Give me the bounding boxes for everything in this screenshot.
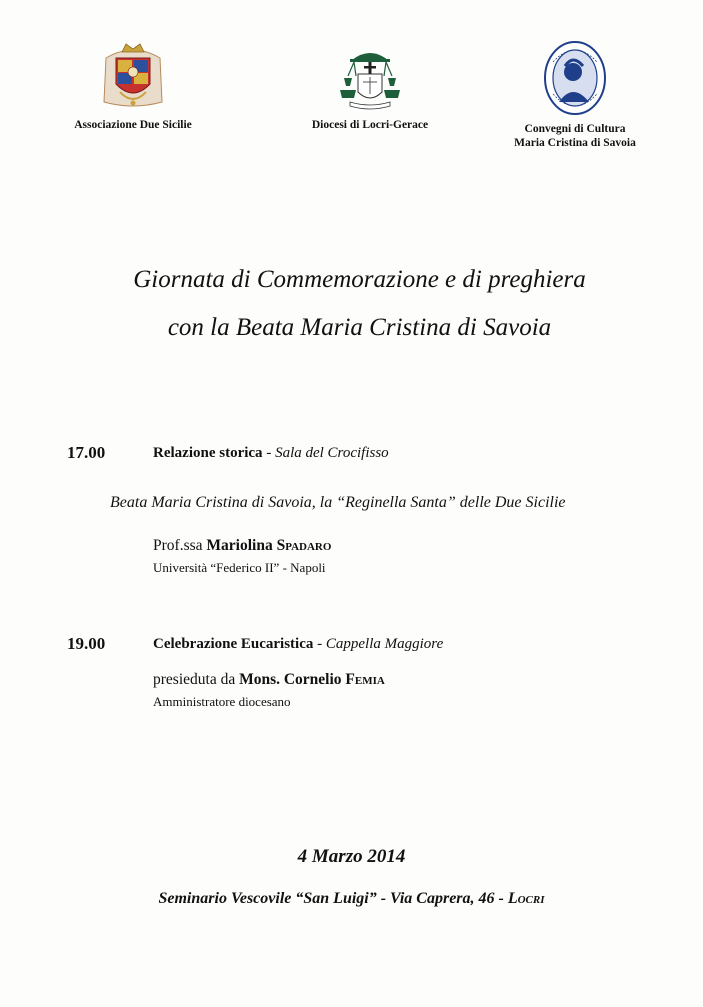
venue-city: Locri bbox=[507, 890, 545, 907]
logo-associazione-due-sicilie bbox=[58, 40, 208, 132]
main-title-line2: con la Beata Maria Cristina di Savoia bbox=[167, 314, 552, 341]
speaker-last-name: Spadaro bbox=[276, 537, 332, 554]
celebrant bbox=[153, 671, 385, 689]
speaker-first-name: Mariolina bbox=[206, 537, 277, 554]
logo-diocesi-locri-gerace bbox=[285, 46, 455, 132]
logo-caption: Diocesi di Locri-Gerace bbox=[311, 119, 429, 131]
talk-title: Beata Maria Cristina di Savoia, la “Reginella Santa” delle Due Sicilie bbox=[110, 494, 566, 511]
celebrant-last-name: Femia bbox=[345, 671, 385, 688]
main-title-line1: Giornata di Commemorazione e di preghiera bbox=[133, 266, 586, 293]
logo-convegni-di-cultura bbox=[495, 40, 655, 150]
speaker-affiliation: Università “Federico II” - Napoli bbox=[153, 560, 326, 575]
speaker-prefix: Prof.ssa bbox=[153, 537, 207, 554]
venue-address: Seminario Vescovile “San Luigi” - Via Caprera, 46 - bbox=[158, 890, 508, 907]
celebrant-first-name: Mons. Cornelio bbox=[239, 671, 346, 688]
logo-caption-line1: Convegni di Cultura bbox=[524, 123, 626, 135]
event-name: Relazione storica bbox=[153, 445, 263, 461]
event-separator: - bbox=[262, 445, 276, 461]
celebrant-prefix: presieduta da bbox=[153, 671, 240, 688]
program-event-1 bbox=[153, 445, 389, 462]
event-separator: - bbox=[313, 636, 326, 652]
program-event-2 bbox=[153, 636, 443, 653]
episcopal-coat-of-arms-icon bbox=[330, 46, 410, 112]
logo-caption: Associazione Due Sicilie bbox=[74, 119, 192, 131]
celebrant-role: Amministratore diocesano bbox=[153, 694, 291, 709]
event-date: 4 Marzo 2014 bbox=[297, 846, 406, 867]
event-name: Celebrazione Eucaristica bbox=[153, 636, 314, 652]
program-time-1: 17.00 bbox=[67, 443, 106, 462]
speaker bbox=[153, 537, 331, 555]
program-time-2: 19.00 bbox=[67, 634, 106, 653]
event-location: Cappella Maggiore bbox=[325, 636, 444, 652]
logo-caption-line2: Maria Cristina di Savoia bbox=[514, 137, 636, 149]
event-venue bbox=[0, 890, 703, 908]
event-location: Sala del Crocifisso bbox=[275, 445, 389, 461]
portrait-medallion-icon bbox=[543, 40, 607, 116]
royal-coat-of-arms-icon bbox=[98, 40, 168, 112]
